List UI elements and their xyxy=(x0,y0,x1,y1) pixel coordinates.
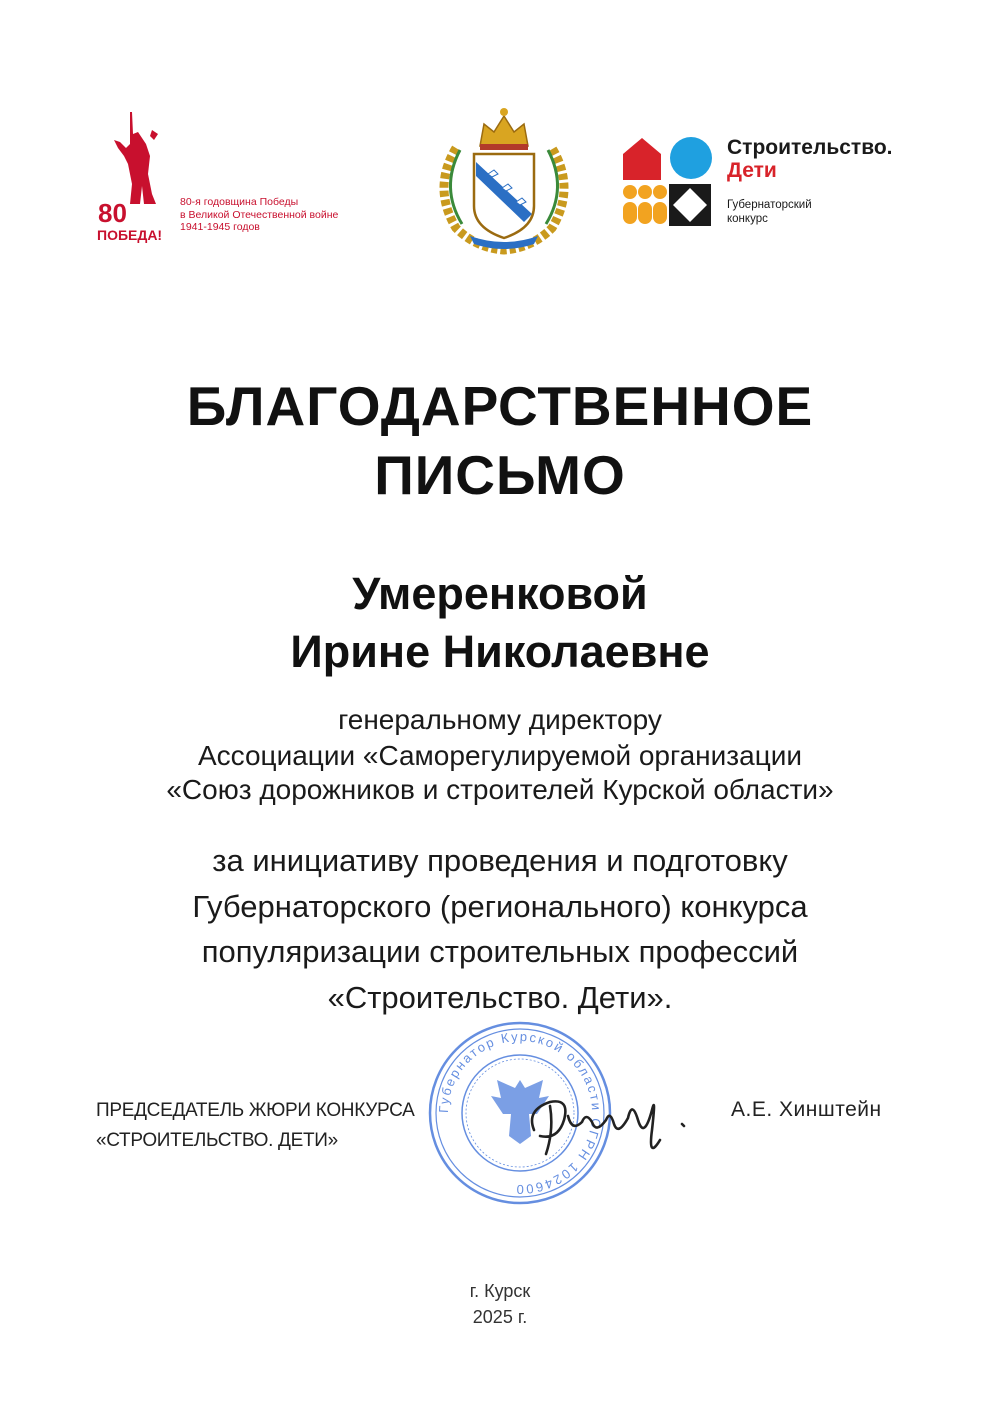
reason-line: популяризации строительных профессий xyxy=(201,934,799,969)
document-title-line1: БЛАГОДАРСТВЕННОЕ xyxy=(186,375,814,437)
footer-year: 2025 г. xyxy=(472,1307,528,1327)
jury-chair-line1: ПРЕДСЕДАТЕЛЬ ЖЮРИ КОНКУРСА xyxy=(96,1100,415,1121)
position-line: генеральному директору xyxy=(338,704,662,735)
victory-caption xyxy=(180,196,380,234)
victory-number: 80 xyxy=(98,198,127,228)
victory-caption-line: 1941-1945 годов xyxy=(180,221,260,233)
contest-logo-title-line2: Дети xyxy=(727,159,777,182)
recipient-name: Ирине Николаевне xyxy=(290,626,710,677)
reason-line: «Строительство. Дети». xyxy=(327,980,673,1015)
kursk-coat-of-arms-icon xyxy=(426,98,582,256)
handwritten-signature xyxy=(520,1070,700,1170)
contest-logo-title-line1: Строительство. xyxy=(727,136,893,159)
position-line: Ассоциации «Саморегулируемой организации xyxy=(197,740,803,771)
recipient-surname: Умеренковой xyxy=(352,568,648,619)
jury-chair-title xyxy=(96,1096,415,1156)
reason-line: Губернаторского (регионального) конкурса xyxy=(192,889,808,924)
contest-logo-subtitle-line2: конкурс xyxy=(727,213,768,225)
stamp-text: Губернатор Курской области ОГРН 1024600 xyxy=(435,1028,605,1198)
reason-line: за инициативу проведения и подготовку xyxy=(212,843,788,878)
construction-kids-logo-icon xyxy=(621,136,713,228)
jury-chair-line2: «СТРОИТЕЛЬСТВО. ДЕТИ» xyxy=(96,1130,338,1151)
contest-logo-title xyxy=(727,136,893,182)
contest-logo-subtitle-line1: Губернаторский xyxy=(727,199,812,211)
contest-logo-subtitle xyxy=(727,198,847,226)
victory-80-logo xyxy=(96,104,176,244)
position-line: «Союз дорожников и строителей Курской области» xyxy=(166,774,834,805)
document-title-line2: ПИСЬМО xyxy=(374,444,626,506)
victory-caption-line: 80-я годовщина Победы xyxy=(180,196,299,208)
footer-city: г. Курск xyxy=(469,1281,531,1301)
victory-word: ПОБЕДА! xyxy=(97,227,163,243)
signer-name: А.Е. Хинштейн xyxy=(731,1098,882,1121)
victory-caption-line: в Великой Отечественной войне xyxy=(180,208,339,221)
